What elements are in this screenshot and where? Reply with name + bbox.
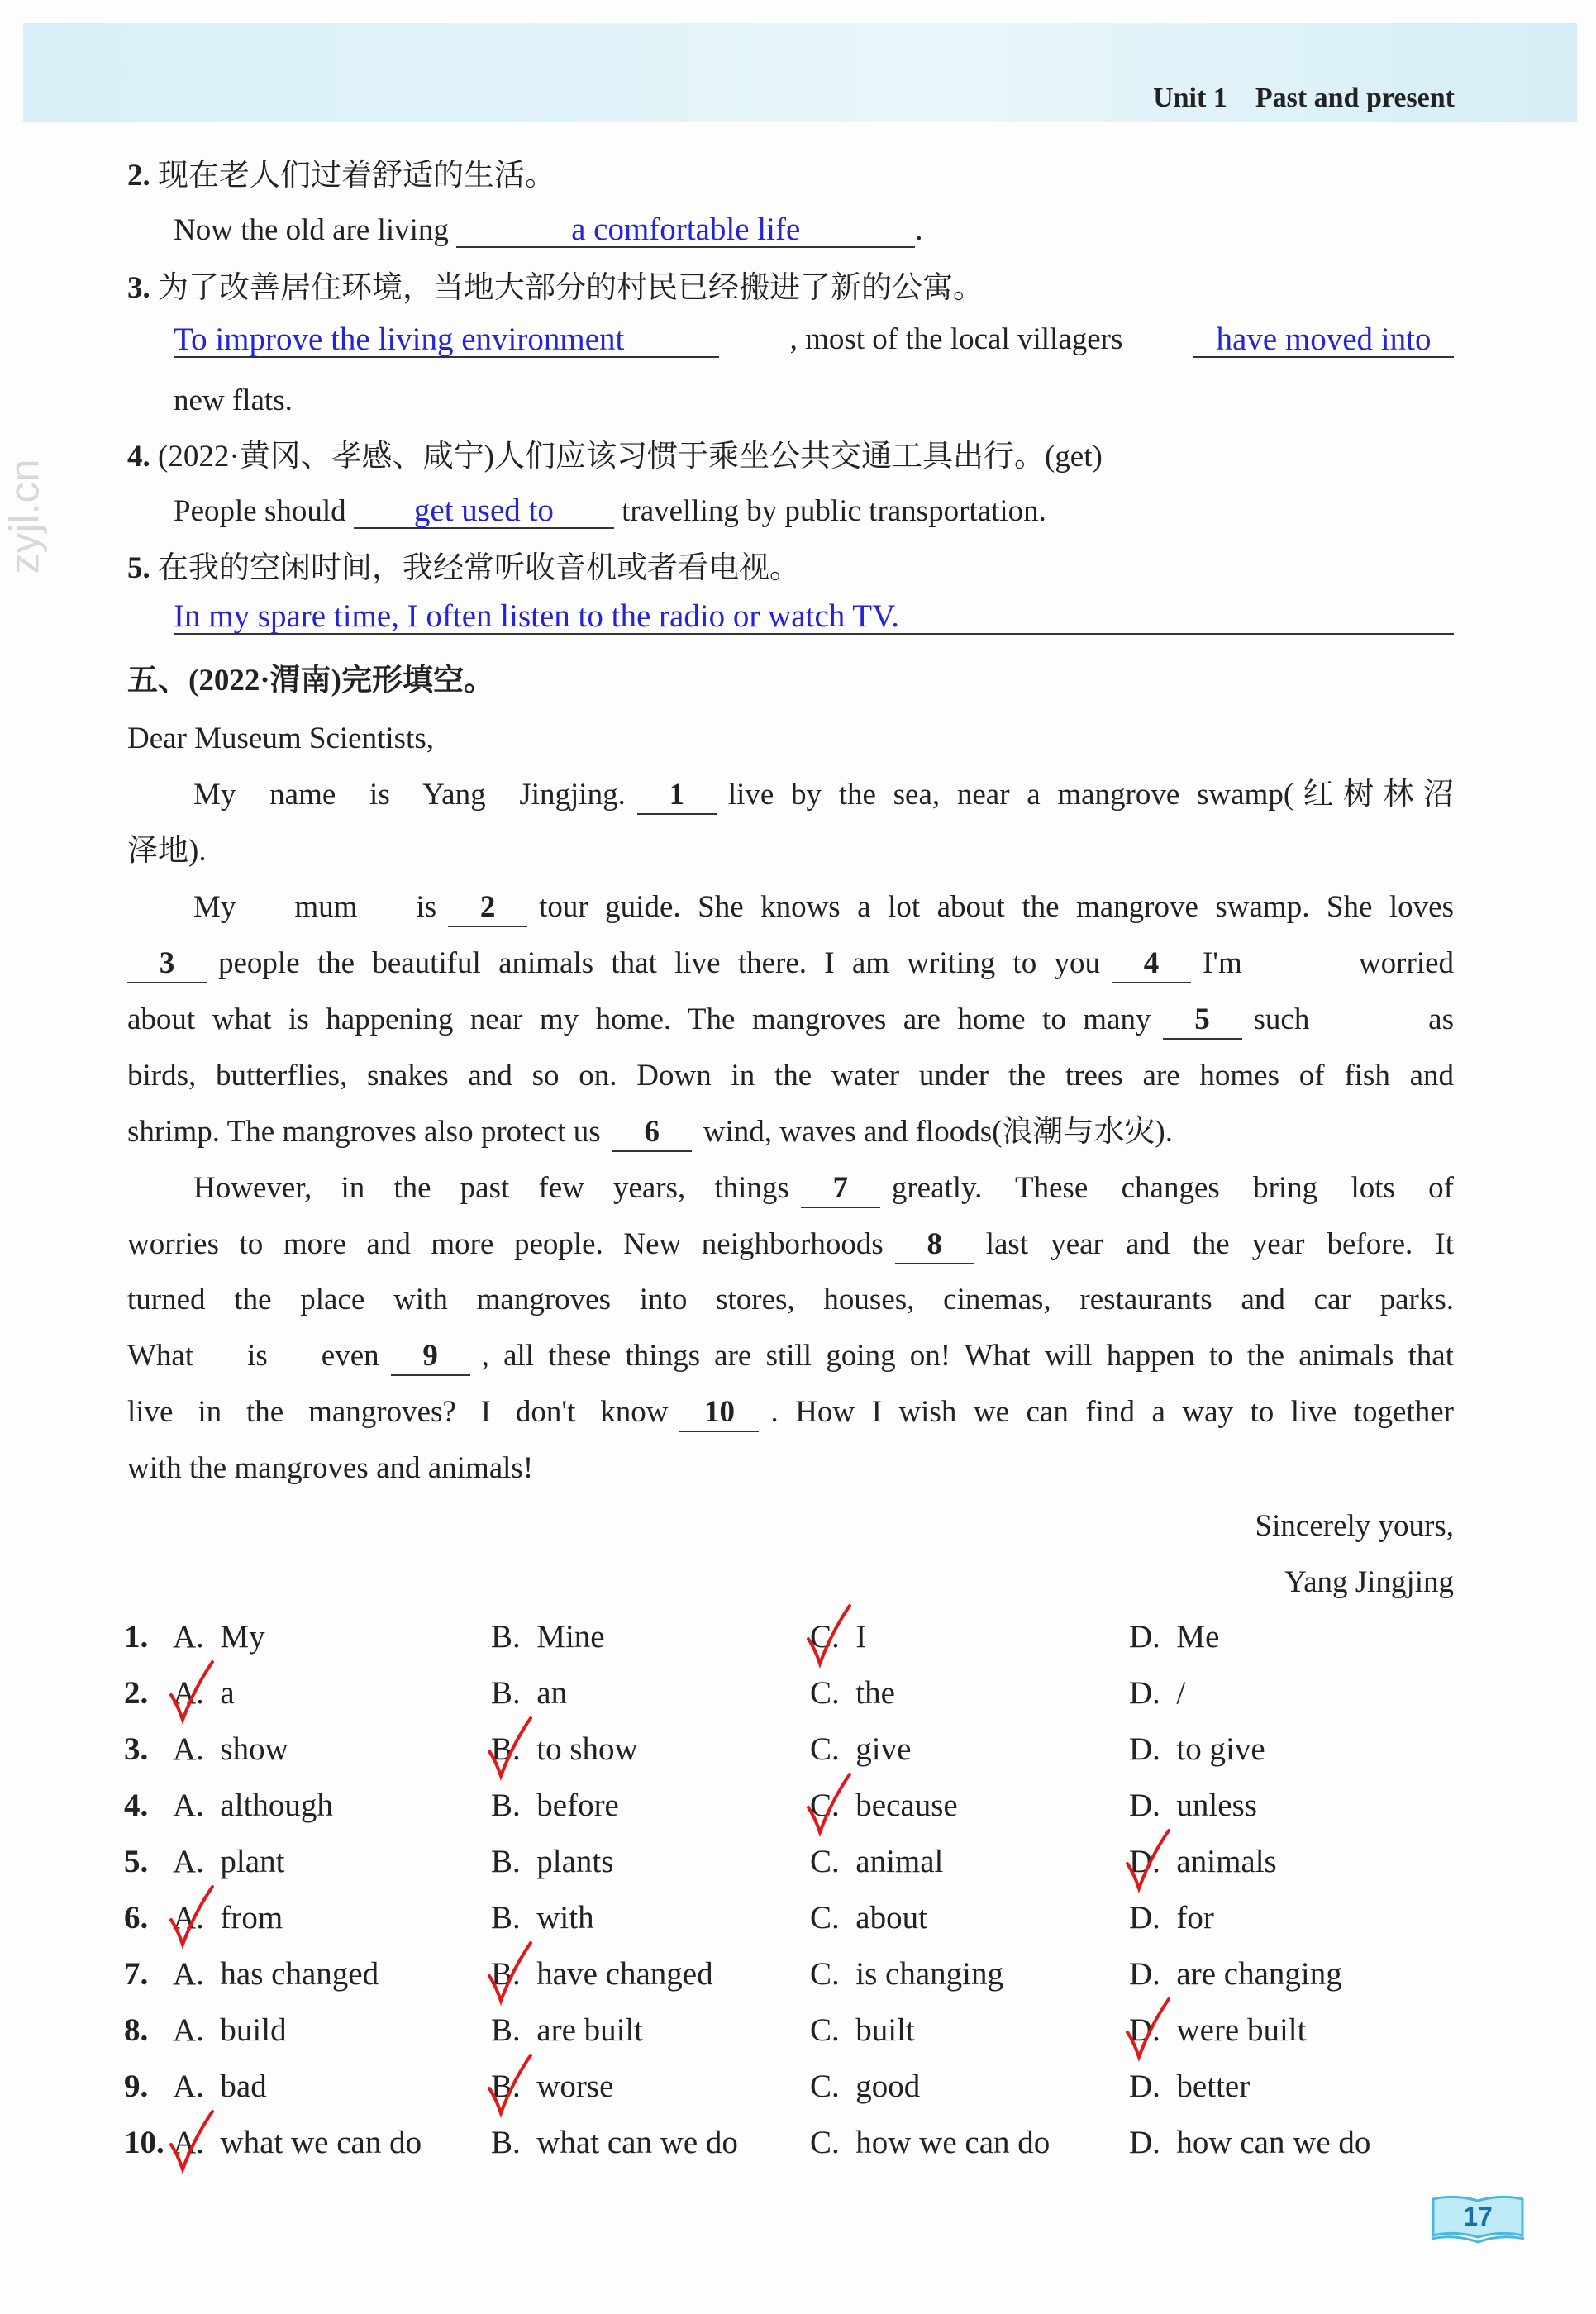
letter-text: tour guide. She knows a lot about the mangrove swamp. She loves <box>539 890 1455 924</box>
option-letter: D. <box>1129 1619 1160 1655</box>
red-check-mark-icon <box>1122 1827 1172 1893</box>
option-text: before <box>536 1788 619 1823</box>
answer-blank[interactable]: have moved into <box>1193 323 1454 358</box>
option-letter: A. <box>173 1675 204 1711</box>
letter-text: My mum is <box>193 890 437 924</box>
option-text: has changed <box>220 1956 379 1992</box>
answer-blank[interactable]: get used to <box>354 494 614 529</box>
option-letter: B. <box>491 1619 521 1655</box>
option-row-number <box>124 1788 148 1824</box>
option-letter: A. <box>173 2012 204 2048</box>
letter-line <box>193 777 1454 815</box>
question-4-answer-line <box>174 493 1454 530</box>
cloze-blank[interactable]: 5 <box>1163 1002 1242 1040</box>
letter-line <box>127 1226 1454 1264</box>
option-text: worse <box>536 2069 614 2104</box>
option-text: My <box>220 1619 265 1655</box>
question-5-answer-line <box>174 599 1454 636</box>
letter-text: birds, butterflies, snakes and so on. Down in the water under the trees are homes of fish and <box>127 1059 1454 1093</box>
question-number: 2. <box>127 159 150 193</box>
option-text: Mine <box>536 1619 605 1655</box>
question-number: 3. <box>127 271 150 305</box>
option-number: 9. <box>124 2069 149 2104</box>
option-text: bad <box>220 2069 267 2104</box>
question-5-prompt <box>127 550 1454 587</box>
option-letter: D. <box>1129 1900 1160 1935</box>
option-text: animal <box>855 1844 944 1879</box>
letter-line <box>193 1170 1454 1208</box>
answer-blank[interactable]: In my spare time, I often listen to the radio or watch TV. <box>174 600 1454 635</box>
option-text: have changed <box>536 1956 713 1992</box>
cloze-blank[interactable]: 7 <box>801 1170 880 1208</box>
letter-line <box>127 1450 1454 1487</box>
option-letter: C. <box>810 1788 840 1823</box>
letter-line <box>127 833 1454 869</box>
option-text: unless <box>1176 1788 1257 1823</box>
option-b[interactable] <box>491 1844 613 1880</box>
option-c[interactable] <box>810 2012 915 2049</box>
option-text: are built <box>536 2012 644 2048</box>
option-b[interactable] <box>491 1619 605 1655</box>
option-letter: A. <box>173 2125 204 2160</box>
option-b[interactable] <box>491 2125 738 2161</box>
question-2-answer-line <box>174 212 1454 249</box>
watermark: zyjl.cn <box>1 459 48 574</box>
cloze-blank[interactable]: 4 <box>1112 945 1191 983</box>
sentence-text: People should <box>174 494 346 528</box>
option-text: I <box>855 1619 867 1655</box>
option-text: plants <box>536 1844 614 1879</box>
sentence-text: . <box>915 213 923 247</box>
option-d[interactable] <box>1129 1619 1219 1655</box>
red-check-mark-icon <box>484 1940 534 2006</box>
option-letter: B. <box>491 1900 521 1935</box>
option-text: to show <box>536 1731 638 1767</box>
chinese-sentence: 现在老人们过着舒适的生活。 <box>158 159 555 193</box>
option-text: although <box>220 1788 333 1823</box>
red-check-mark-icon <box>484 1715 534 1781</box>
cloze-blank[interactable]: 1 <box>637 777 717 815</box>
option-letter: A. <box>173 1788 204 1823</box>
option-text: / <box>1176 1675 1186 1711</box>
cloze-blank[interactable]: 2 <box>448 889 527 927</box>
letter-text: My name is Yang Jingjing. <box>193 778 626 812</box>
chinese-sentence: (2022·黄冈、孝感、咸宁)人们应该习惯于乘坐公共交通工具出行。(get) <box>158 440 1103 474</box>
letter-text: last year and the year before. It <box>985 1227 1454 1261</box>
option-a[interactable] <box>173 1619 265 1655</box>
letter-text: such as <box>1253 1002 1455 1036</box>
answer-blank[interactable]: To improve the living environment <box>174 323 719 358</box>
option-letter: C. <box>810 2012 840 2048</box>
option-text: animals <box>1176 1844 1277 1879</box>
answer-blank[interactable]: a comfortable life <box>456 213 915 248</box>
option-text: because <box>855 1788 958 1823</box>
option-letter: C. <box>810 1731 840 1767</box>
option-letter: D. <box>1129 2012 1160 2048</box>
option-letter: B. <box>491 1788 521 1823</box>
letter-line <box>127 1002 1454 1040</box>
option-letter: C. <box>810 1675 840 1711</box>
option-number: 8. <box>124 2012 149 2048</box>
letter-text: worries to more and more people. New neighborhoods <box>127 1227 884 1261</box>
letter-text: shrimp. The mangroves also protect us <box>127 1115 601 1149</box>
option-number: 1. <box>124 1619 149 1655</box>
option-letter: A. <box>173 1619 204 1655</box>
cloze-blank[interactable]: 9 <box>391 1338 470 1376</box>
letter-text: What is even <box>127 1339 379 1373</box>
option-text: are changing <box>1176 1956 1342 1992</box>
option-letter: D. <box>1129 2125 1160 2160</box>
letter-line <box>127 1338 1454 1376</box>
option-letter: C. <box>810 2069 840 2104</box>
option-text: give <box>855 1731 912 1767</box>
option-d[interactable] <box>1129 1900 1214 1936</box>
option-row-number <box>124 1675 148 1712</box>
letter-text: live by the sea, near a mangrove swamp(红树林沼 <box>727 778 1454 812</box>
option-a[interactable] <box>173 1844 284 1880</box>
option-letter: C. <box>810 2125 840 2160</box>
chinese-sentence: 在我的空闲时间，我经常听收音机或者看电视。 <box>158 551 800 585</box>
option-text: an <box>536 1675 568 1711</box>
option-letter: D. <box>1129 1956 1160 1992</box>
option-d[interactable] <box>1129 1788 1257 1824</box>
letter-line <box>127 1114 1454 1152</box>
question-2-prompt <box>127 158 1454 194</box>
option-a[interactable] <box>173 1788 333 1824</box>
letter-signature: Yang Jingjing <box>1284 1565 1454 1599</box>
sentence-text: travelling by public transportation. <box>622 494 1046 528</box>
option-c[interactable] <box>810 1731 911 1768</box>
option-number: 2. <box>124 1675 149 1711</box>
letter-text: I'm worried <box>1202 946 1455 980</box>
option-letter: C. <box>810 1900 840 1935</box>
option-c[interactable] <box>810 1956 1003 1993</box>
question-4-prompt <box>127 439 1454 475</box>
option-letter: B. <box>491 2069 521 2104</box>
letter-text: with the mangroves and animals! <box>127 1451 534 1485</box>
option-letter: C. <box>810 1956 840 1992</box>
option-b[interactable] <box>491 2012 643 2049</box>
sentence-text: , most of the local villagers <box>789 322 1123 356</box>
option-number: 4. <box>124 1788 149 1823</box>
red-check-mark-icon <box>803 1602 853 1669</box>
option-letter: A. <box>173 1900 204 1935</box>
option-row-number <box>124 1844 148 1880</box>
option-number: 7. <box>124 1956 149 1992</box>
option-number: 3. <box>124 1731 149 1767</box>
option-text: about <box>855 1900 927 1935</box>
letter-text: . How I wish we can find a way to live together <box>770 1395 1454 1429</box>
option-text: with <box>536 1900 594 1935</box>
option-number: 10. <box>124 2125 164 2160</box>
option-number: 5. <box>124 1844 149 1879</box>
letter-text: greatly. These changes bring lots of <box>891 1171 1454 1205</box>
option-letter: C. <box>810 1844 840 1879</box>
option-text: how can we do <box>1176 2125 1371 2160</box>
question-number: 5. <box>127 551 150 585</box>
section-title: 五、(2022·渭南)完形填空。 <box>127 664 494 698</box>
option-letter: D. <box>1129 1675 1160 1711</box>
letter-greeting: Dear Museum Scientists, <box>127 721 434 755</box>
option-a[interactable] <box>173 1956 379 1993</box>
letter-closing: Sincerely yours, <box>1255 1509 1454 1543</box>
option-letter: D. <box>1129 2069 1160 2104</box>
red-check-mark-icon <box>166 1659 216 1725</box>
option-letter: B. <box>491 1844 521 1879</box>
option-text: show <box>220 1731 288 1767</box>
letter-text: , all these things are still going on! What will happen to the animals that <box>481 1339 1454 1373</box>
option-d[interactable] <box>1129 1956 1342 1993</box>
option-row-number <box>124 2125 164 2161</box>
letter-text: wind, waves and floods(浪潮与水灾). <box>703 1115 1173 1149</box>
option-text: the <box>855 1675 895 1711</box>
question-3-prompt <box>127 270 1454 307</box>
option-text: to give <box>1176 1731 1265 1767</box>
option-a[interactable] <box>173 2012 287 2049</box>
option-letter: D. <box>1129 1844 1160 1879</box>
option-text: from <box>220 1900 283 1935</box>
option-row-number <box>124 2012 148 2049</box>
option-letter: A. <box>173 2069 204 2104</box>
option-row-number <box>124 1900 148 1936</box>
option-c[interactable] <box>810 1844 943 1880</box>
option-letter: A. <box>173 1956 204 1992</box>
option-number: 6. <box>124 1900 149 1935</box>
red-check-mark-icon <box>166 1883 216 1950</box>
option-b[interactable] <box>491 1900 594 1936</box>
option-text: better <box>1176 2069 1251 2104</box>
option-d[interactable] <box>1129 2125 1370 2161</box>
letter-line <box>127 1058 1454 1094</box>
letter-text: people the beautiful animals that live there. I am writing to you <box>218 946 1100 980</box>
option-letter: D. <box>1129 1731 1160 1767</box>
option-row-number <box>124 1956 148 1993</box>
option-text: build <box>220 2012 287 2048</box>
option-text: a <box>220 1675 235 1711</box>
option-row-number <box>124 1731 148 1768</box>
option-d[interactable] <box>1129 1731 1265 1768</box>
letter-text: 泽地). <box>127 834 207 868</box>
letter-text: live in the mangroves? I don't know <box>127 1395 669 1429</box>
option-text: for <box>1176 1900 1214 1935</box>
red-check-mark-icon <box>166 2108 216 2174</box>
red-check-mark-icon <box>803 1771 853 1837</box>
option-letter: B. <box>491 2125 521 2160</box>
letter-text: turned the place with mangroves into stores, houses, cinemas, restaurants and car parks. <box>127 1283 1454 1317</box>
option-text: is changing <box>855 1956 1003 1992</box>
letter-line <box>127 945 1454 983</box>
option-text: how we can do <box>855 2125 1051 2160</box>
sentence-text: new flats. <box>174 383 293 417</box>
option-text: Me <box>1176 1619 1220 1655</box>
option-letter: A. <box>173 1844 204 1879</box>
option-letter: C. <box>810 1619 840 1655</box>
letter-line <box>193 889 1454 927</box>
letter-text: about what is happening near my home. The mangroves are home to many <box>127 1002 1151 1036</box>
red-check-mark-icon <box>1122 1996 1172 2062</box>
option-text: good <box>855 2069 921 2104</box>
option-d[interactable] <box>1129 2069 1250 2105</box>
question-number: 4. <box>127 440 150 474</box>
cloze-blank[interactable]: 3 <box>127 945 207 983</box>
option-text: what we can do <box>220 2125 422 2160</box>
option-letter: B. <box>491 2012 521 2048</box>
option-text: built <box>855 2012 915 2048</box>
option-c[interactable] <box>810 2069 920 2105</box>
option-letter: A. <box>173 1731 204 1767</box>
page-number: 17 <box>1463 2202 1493 2231</box>
option-text: were built <box>1176 2012 1307 2048</box>
cloze-blank[interactable]: 6 <box>612 1114 692 1152</box>
cloze-blank[interactable]: 10 <box>679 1394 759 1432</box>
option-text: what can we do <box>536 2125 738 2160</box>
red-check-mark-icon <box>484 2052 534 2118</box>
option-c[interactable] <box>810 1675 895 1712</box>
letter-text: However, in the past few years, things <box>193 1171 789 1205</box>
option-c[interactable] <box>810 1900 927 1936</box>
option-b[interactable] <box>491 1788 619 1824</box>
cloze-blank[interactable]: 8 <box>895 1226 974 1264</box>
option-a[interactable] <box>173 2069 267 2105</box>
option-c[interactable] <box>810 2125 1050 2161</box>
chinese-sentence: 为了改善居住环境，当地大部分的村民已经搬进了新的公寓。 <box>158 271 984 305</box>
question-3-answer-line <box>174 321 1454 358</box>
option-letter: B. <box>491 1731 521 1767</box>
option-letter: D. <box>1129 1788 1160 1823</box>
unit-title: Unit 1 Past and present <box>1153 83 1455 113</box>
option-a[interactable] <box>173 1731 288 1768</box>
option-row-number <box>124 2069 148 2105</box>
letter-line <box>127 1394 1454 1432</box>
option-b[interactable] <box>491 1675 567 1712</box>
option-text: plant <box>220 1844 285 1879</box>
option-letter: B. <box>491 1956 521 1992</box>
option-d[interactable] <box>1129 1675 1185 1712</box>
option-row-number <box>124 1619 148 1655</box>
letter-line <box>127 1282 1454 1318</box>
option-letter: B. <box>491 1675 521 1711</box>
sentence-text: Now the old are living <box>174 213 449 247</box>
